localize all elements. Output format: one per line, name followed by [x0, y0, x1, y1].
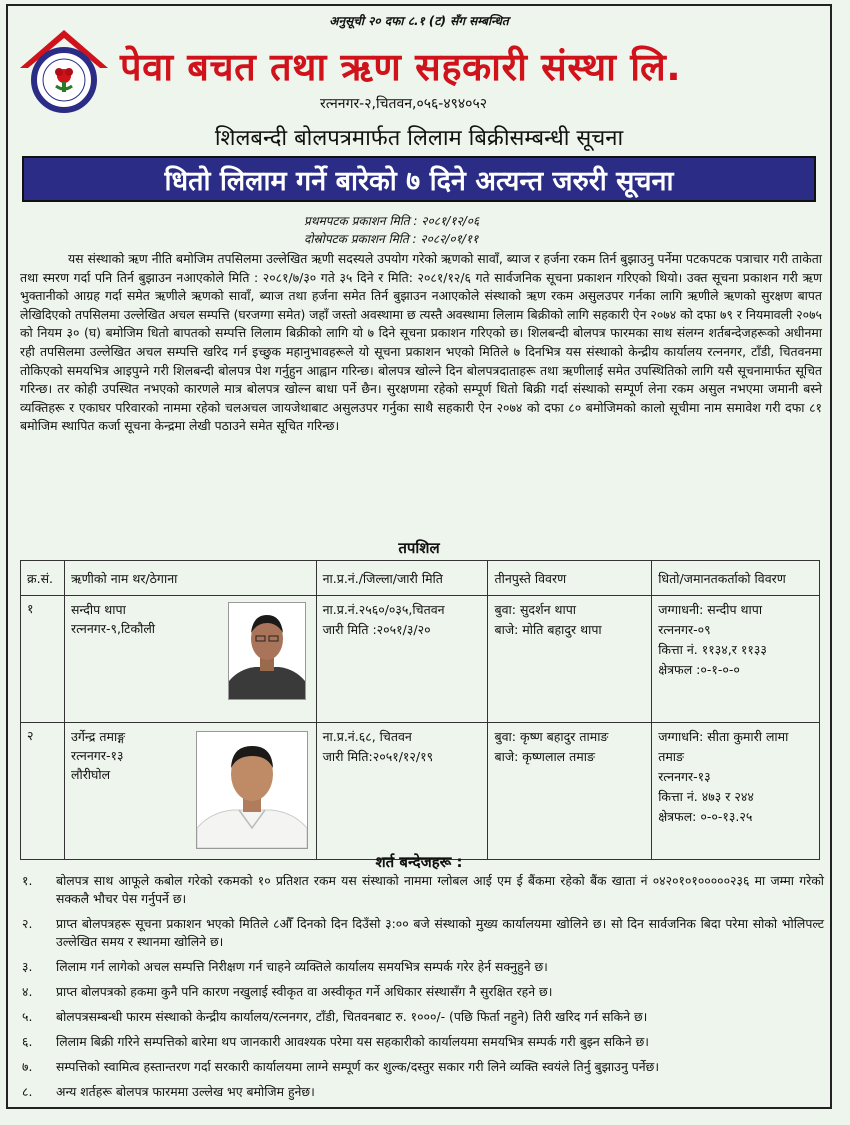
top-note: अनुसूची २० दफा ८.१ (ट) सँग सम्बन्धित	[329, 14, 509, 28]
notice-title: शिलबन्दी बोलपत्रमार्फत लिलाम बिक्रीसम्बन्धी सूचना	[214, 126, 624, 151]
row-sn: १	[21, 596, 65, 723]
borrower-locality: लौरीघोल	[70, 767, 111, 782]
term-number: ६.	[22, 1034, 33, 1049]
land-area: क्षेत्रफल: ०-०-१३.२५	[658, 809, 753, 824]
issue-date: जारी मिति:२०५१/१२/१९	[322, 749, 434, 764]
borrower-photo	[196, 731, 308, 849]
citizenship-number: ना.प्र.नं.६८, चितवन	[322, 729, 412, 744]
header-collateral: धितो/जमानतकर्ताको विवरण	[652, 561, 820, 596]
land-area: क्षेत्रफल :०-१-०-०	[658, 662, 740, 677]
term-text: बोलपत्र साथ आफूले कबोल गरेको रकमको १० प्रतिशत रकम यस संस्थाको नाममा ग्लोबल आई एम ई बैंकमा रहेको बैंक खाता नं ०४२०१०१०००००२३६ मा जम्मा गरेको सक्कलै भौचर पेस गर्नुपर्ने छ।	[56, 873, 824, 906]
cooperative-logo	[18, 28, 110, 116]
table-row	[21, 723, 820, 860]
term-number: ८.	[22, 1084, 33, 1099]
term-item	[18, 1058, 824, 1076]
term-item	[18, 958, 824, 976]
borrower-address: रत्ननगर-१३	[70, 748, 124, 763]
father-name: बुवा: सुदर्शन थापा	[494, 602, 577, 617]
borrower-photo	[228, 602, 306, 700]
terms-list	[18, 872, 824, 1108]
land-location: रत्ननगर-०९	[658, 622, 711, 637]
term-text: प्राप्त बोलपत्रहरू सूचना प्रकाशन भएको मितिले ८औँ दिनको दिन दिउँसो ३:०० बजे संस्थाको मुख्य कार्यालयमा खोलिने छ। सो दिन सार्वजनिक बिदा परेमा सोको भोलिपल्ट उल्लेखित समय र स्थानमा खोलिने छ।	[56, 916, 824, 949]
borrower-name: सन्दीप थापा	[70, 602, 126, 617]
borrower-table	[20, 560, 820, 860]
plot-number: कित्ता नं. ११३४,र ११३३	[658, 642, 767, 657]
term-number: ३.	[22, 959, 33, 974]
term-number: ४.	[22, 984, 33, 999]
term-text: लिलाम गर्न लागेको अचल सम्पत्ति निरीक्षण गर्न चाहने व्यक्तिले कार्यालय समयभित्र सम्पर्क गरेर हेर्न सक्नुहुने छ।	[56, 959, 548, 974]
organization-address: रत्ननगर-२,चितवन,०५६-४९४०५२	[320, 96, 488, 112]
borrower-name-cell	[64, 596, 316, 723]
row-sn: २	[21, 723, 65, 860]
term-item	[18, 1083, 824, 1101]
notice-page	[6, 4, 832, 1109]
citizenship-cell	[316, 596, 488, 723]
term-text: बोलपत्रसम्बन्धी फारम संस्थाको केन्द्रीय कार्यालय/रत्ननगर, टाँडी, चितवनबाट रु. १०००/- (पछि फिर्ता नहुने) तिरी खरिद गर्न सकिने छ।	[56, 1009, 648, 1024]
term-text: सम्पत्तिको स्वामित्व हस्तान्तरण गर्दा सरकारी कार्यालयमा लाग्ने सम्पूर्ण कर शुल्क/दस्तुर सकार गरी लिने व्यक्ति स्वयंले तिर्नु बुझाउनु पर्नेछ।	[56, 1059, 660, 1074]
second-publication-date: दोस्रोपटक प्रकाशन मिति : २०८२/०१/११	[304, 232, 479, 246]
term-number: १.	[22, 873, 33, 888]
table-header-row	[21, 561, 820, 596]
family-cell	[488, 723, 652, 860]
term-item	[18, 915, 824, 951]
header-family: तीनपुस्ते विवरण	[488, 561, 652, 596]
first-publication-date: प्रथमपटक प्रकाशन मिति : २०८१/१२/०६	[304, 214, 480, 228]
term-text: अन्य शर्तहरू बोलपत्र फारममा उल्लेख भए बमोजिम हुनेछ।	[56, 1084, 315, 1099]
term-number: ७.	[22, 1059, 33, 1074]
term-text: लिलाम बिक्री गरिने सम्पत्तिको बारेमा थप जानकारी आवश्यक परेमा यस सहकारीको कार्यालयमा समयभित्र सम्पर्क गरी बुझ्न सकिने छ।	[56, 1034, 649, 1049]
family-cell	[488, 596, 652, 723]
grandfather-name: बाजे: कृष्णलाल तमाङ	[494, 749, 595, 764]
land-owner: जग्गाधनि: सीता कुमारी लामा	[658, 729, 789, 744]
land-owner-cont: तमाङ	[658, 749, 684, 764]
table-row	[21, 596, 820, 723]
land-location: रत्ननगर-१३	[658, 769, 711, 784]
collateral-cell	[652, 596, 820, 723]
collateral-cell	[652, 723, 820, 860]
borrower-name-cell	[64, 723, 316, 860]
borrower-name: उर्गेन्द्र तमाङ्ग	[70, 729, 126, 744]
header-name: ऋणीको नाम थर/ठेगाना	[64, 561, 316, 596]
notice-body: यस संस्थाको ऋण नीति बमोजिम तपसिलमा उल्लेखित ऋणी सदस्यले उपयोग गरेको ऋणको सावाँ, ब्याज र हर्जना रकम तिर्न बुझाउनु पर्नेमा पटकपटक पत्राचार गरी ताकेता तथा स्मरण गर्दा पनि तिर्न बुझाउन नआएकोले मिति : २०८१/७/३० गते ३५ दिने र मिति: २०८१/१२/६ गते सार्वजनिक सूचना प्रकाशन गरिएको थियो। उक्त सूचना प्रकाशन गरी ऋण भुक्तानीको आग्रह गर्दा समेत ऋणीले ऋणको सावाँ, ब्याज तथा हर्जना समेत तिर्न बुझाउन नआएकोले संस्थाको ऋण रकम असुलउपर गर्नका लागि ऋणीले ऋणको सुरक्षण बापत लेखिदिएको तपसिलमा उल्लेखित अचल सम्पत्ति (घरजग्गा समेत) जहाँ जस्तो अवस्थामा छ त्यस्तै अवस्थामा लिलाम बिक्रीको लागि सहकारी ऐन २०७४ को दफा ७९ र नियमावली २०७५ को नियम ३० (घ) बमोजिम धितो बापतको सम्पत्ति लिलाम बिक्रीको लागि यो ७ दिने सूचना प्रकाशन गरिएको छ। शिलबन्दी बोलपत्र फारमका साथ संलग्न शर्तबन्देजहरूको अधीनमा रही तपसिलमा उल्लेखित अचल सम्पत्ति खरिद गर्न इच्छुक महानुभावहरूले यो सूचना प्रकाशन भएको मितिले ७ दिनभित्र यस संस्थाको केन्द्रीय कार्यालय रत्ननगर, टाँडी, चितवनमा तोकिएको समयभित्र आइपुग्ने गरी शिलबन्दी बोलपत्र पेश गर्नुहुन आह्वान गरिन्छ। बोलपत्र खोल्ने दिन बोलपत्रदाताहरू तथा ऋणीलाई समेत उपस्थितिको लागि यसै सूचनामार्फत सूचित गरिन्छ। तर कोही उपस्थित नभएको कारणले मात्र बोलपत्र खोल्न बाधा पर्ने छैन। सुरक्षणमा रहेको सम्पूर्ण धितो बिक्री गर्दा संस्थाको सम्पूर्ण लेना रकम असुल नभएमा जमानी बस्ने व्यक्तिहरू र एकाघर परिवारको नाममा रहेको चलअचल जायजेथाबाट असुलउपर गर्नुका साथै सहकारी ऐन २०७४ को दफा ८० बमोजिमको कालो सूचीमा नाम समावेश गरी दफा ८१ बमोजिम स्थापित कर्जा सूचना केन्द्रमा लेखी पठाउने समेत सूचित गरिन्छ।	[20, 251, 822, 434]
term-item	[18, 1033, 824, 1051]
term-item	[18, 1008, 824, 1026]
term-number: ५.	[22, 1009, 33, 1024]
table-caption: तपशिल	[398, 539, 440, 557]
organization-name: पेवा बचत तथा ऋण सहकारी संस्था लि.	[120, 45, 682, 89]
urgent-notice-banner	[22, 156, 816, 202]
plot-number: कित्ता नं. ४७३ र २४४	[658, 789, 754, 804]
land-owner: जग्गाधनी: सन्दीप थापा	[658, 602, 763, 617]
issue-date: जारी मिति :२०५१/३/२०	[322, 622, 431, 637]
borrower-address: रत्ननगर-९,टिकौली	[70, 621, 156, 636]
term-number: २.	[22, 916, 33, 931]
header-sn: क्र.सं.	[21, 561, 65, 596]
term-item	[18, 983, 824, 1001]
grandfather-name: बाजे: मोति बहादुर थापा	[494, 622, 602, 637]
terms-title: शर्त बन्देजहरू :	[375, 853, 463, 871]
term-text: प्राप्त बोलपत्रको हकमा कुनै पनि कारण नखुलाई स्वीकृत वा अस्वीकृत गर्ने अधिकार संस्थासँग नै सुरक्षित रहने छ।	[56, 984, 553, 999]
banner-text: धितो लिलाम गर्ने बारेको ७ दिने अत्यन्त जरुरी सूचना	[164, 165, 674, 197]
term-item	[18, 872, 824, 908]
citizenship-cell	[316, 723, 488, 860]
citizenship-number: ना.प्र.नं.२५६०/०३५,चितवन	[322, 602, 445, 617]
father-name: बुवा: कृष्ण बहादुर तामाङ	[494, 729, 609, 744]
header-citizenship: ना.प्र.नं./जिल्ला/जारी मिति	[316, 561, 488, 596]
